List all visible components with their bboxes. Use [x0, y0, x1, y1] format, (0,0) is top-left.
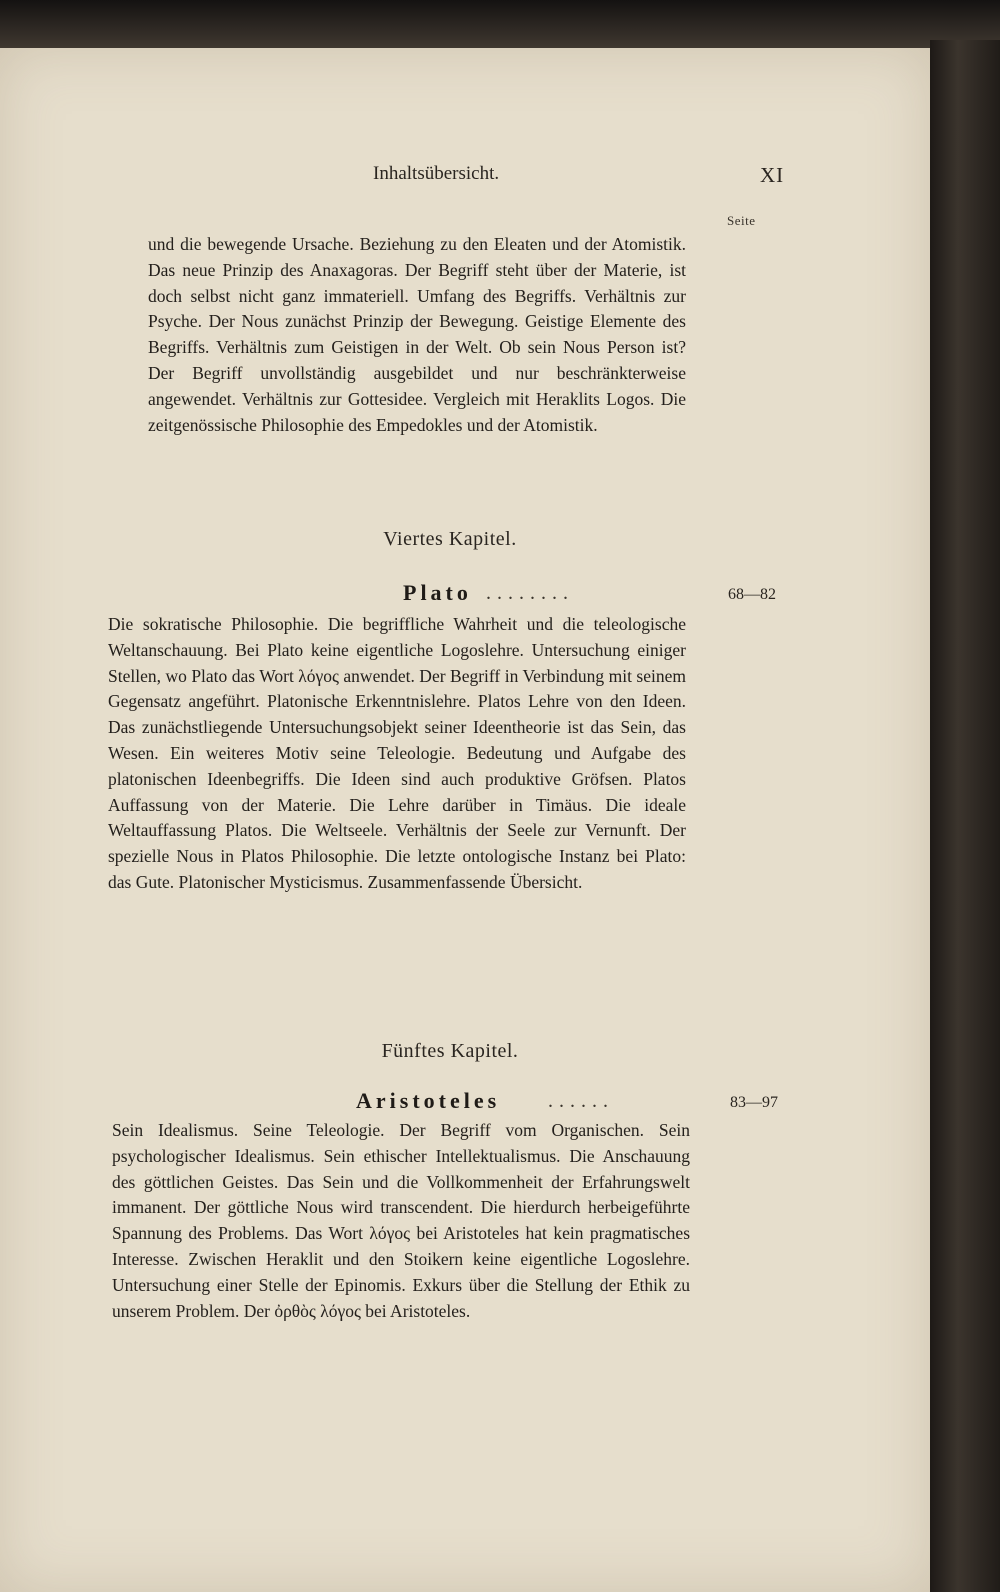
page-range-aristoteles: 83—97: [730, 1094, 778, 1111]
chapter-heading-5: Fünftes Kapitel.: [381, 1040, 519, 1062]
running-header: [0, 163, 930, 193]
running-title: Inhaltsübersicht.: [373, 163, 500, 184]
page-number: XI: [760, 163, 785, 187]
section-title-aristoteles: Aristoteles: [356, 1088, 501, 1113]
plato-summary-paragraph: Die sokratische Philosophie. Die begriffliche Wahrheit und die teleologische Weltanschauung. Bei Plato keine eigentliche Logoslehre. Untersuchung einiger Stellen, wo Plato das Wort λόγος anwendet. Der Begriff in Verbindung mit seinem Gegensatz angeführt. Platonische Erkenntnislehre. Platos Lehre von den Ideen. Das zunächstliegende Untersuchungsobjekt seiner Ideentheorie ist das Sein, das Wesen. Ein weiteres Motiv seine Teleologie. Bedeutung und Aufgabe des platonischen Ideenbegriffs. Die Ideen sind auch produktive Gröfsen. Platos Auffassung von der Materie. Die Lehre darüber in Timäus. Die ideale Weltauffassung Platos. Die Weltseele. Verhältnis der Seele zur Vernunft. Der spezielle Nous in Platos Philosophie. Die letzte ontologische Instanz bei Plato: das Gute. Platonischer Mysticismus. Zusammenfassende Übersicht.: [108, 614, 686, 892]
dot-leader: ........: [486, 582, 574, 604]
dot-leader: ......: [548, 1090, 614, 1112]
continuation-paragraph: und die bewegende Ursache. Beziehung zu den Eleaten und der Atomistik. Das neue Prinzip des Anaxagoras. Der Begriff steht über der Materie, ist doch selbst nicht ganz immateriell. Umfang des Begriffs. Verhältnis zur Psyche. Der Nous zunächst Prinzip der Bewegung. Geistige Elemente des Begriffs. Verhältnis zum Geistigen in der Welt. Ob sein Nous Person ist? Der Begriff unvollständig ausgebildet und nur beschränkterweise angewendet. Verhältnis zur Gottesidee. Vergleich mit Heraklits Logos. Die zeitgenössische Philosophie des Empedokles und der Atomistik.: [148, 234, 686, 435]
page-column-label: Seite: [727, 213, 756, 228]
facing-page-edge: [930, 40, 1000, 1592]
chapter-heading-4: Viertes Kapitel.: [383, 528, 517, 550]
aristoteles-summary-paragraph: Sein Idealismus. Seine Teleologie. Der Begriff vom Organischen. Sein psychologischer Idealismus. Sein ethischer Intellektualismus. Die Anschauung des göttlichen Geistes. Das Sein und die Vollkommenheit der Erfahrungswelt immanent. Der göttliche Nous wird transcendent. Die hierdurch herbeigeführte Spannung des Problems. Das Wort λόγος bei Aristoteles hat kein pragmatisches Interesse. Zwischen Heraklit und den Stoikern keine eigentliche Logoslehre. Untersuchung einer Stelle der Epinomis. Exkurs über die Stellung der Ethik zu unserem Problem. Der ὀρθὸς λόγος bei Aristoteles.: [112, 1120, 690, 1321]
section-title-plato: Plato: [403, 580, 472, 605]
page-range-plato: 68—82: [728, 586, 776, 603]
